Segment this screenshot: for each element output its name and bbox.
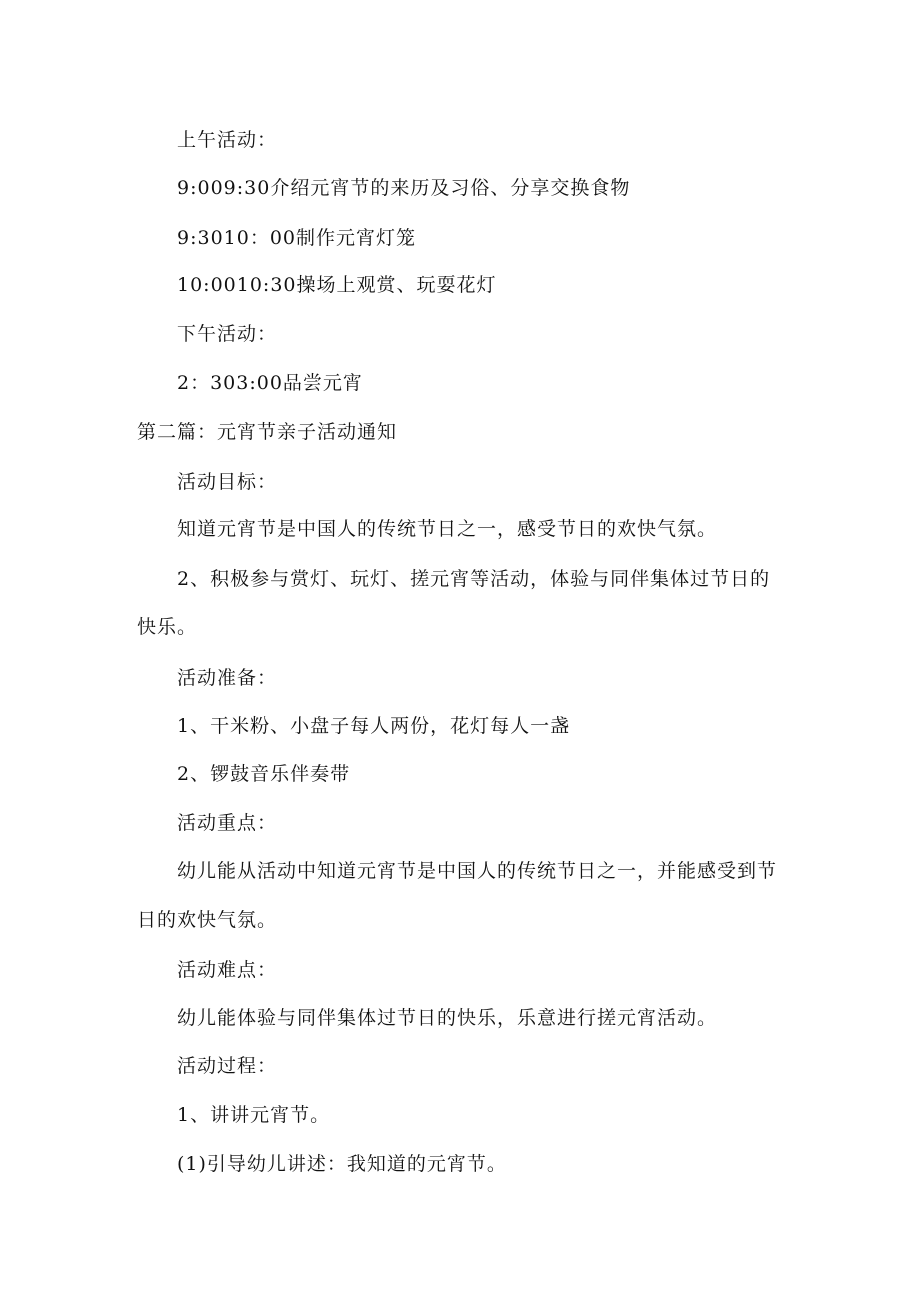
activity-process-heading: 活动过程： — [177, 1055, 278, 1077]
activity-difficulty-heading: 活动难点： — [177, 959, 278, 981]
schedule-item-1: 9:009:30介绍元宵节的来历及习俗、分享交换食物 — [177, 177, 631, 199]
afternoon-activities-heading: 下午活动： — [177, 323, 278, 345]
process-step-1-sub: (1)引导幼儿讲述：我知道的元宵节。 — [177, 1153, 507, 1175]
activity-preparation-heading: 活动准备： — [177, 667, 278, 689]
goal-item-2-continued: 快乐。 — [137, 616, 198, 638]
schedule-item-2: 9:3010：00制作元宵灯笼 — [177, 227, 417, 249]
schedule-item-3: 10:0010:30操场上观赏、玩耍花灯 — [177, 274, 497, 296]
goal-item-1: 知道元宵节是中国人的传统节日之一，感受节日的欢快气氛。 — [177, 518, 718, 540]
activity-focus-heading: 活动重点： — [177, 812, 278, 834]
morning-activities-heading: 上午活动： — [177, 129, 278, 151]
preparation-item-2: 2、锣鼓音乐伴奏带 — [177, 763, 351, 785]
focus-text: 幼儿能从活动中知道元宵节是中国人的传统节日之一，并能感受到节 — [177, 860, 778, 882]
focus-text-continued: 日的欢快气氛。 — [137, 909, 278, 931]
difficulty-text: 幼儿能体验与同伴集体过节日的快乐，乐意进行搓元宵活动。 — [177, 1007, 718, 1029]
schedule-item-4: 2：303:00品尝元宵 — [177, 372, 363, 394]
goal-item-2: 2、积极参与赏灯、玩灯、搓元宵等活动，体验与同伴集体过节日的 — [177, 568, 771, 590]
section-title: 第二篇：元宵节亲子活动通知 — [137, 421, 398, 443]
process-step-1: 1、讲讲元宵节。 — [177, 1104, 331, 1126]
activity-goals-heading: 活动目标： — [177, 471, 278, 493]
preparation-item-1: 1、干米粉、小盘子每人两份，花灯每人一盏 — [177, 715, 571, 737]
